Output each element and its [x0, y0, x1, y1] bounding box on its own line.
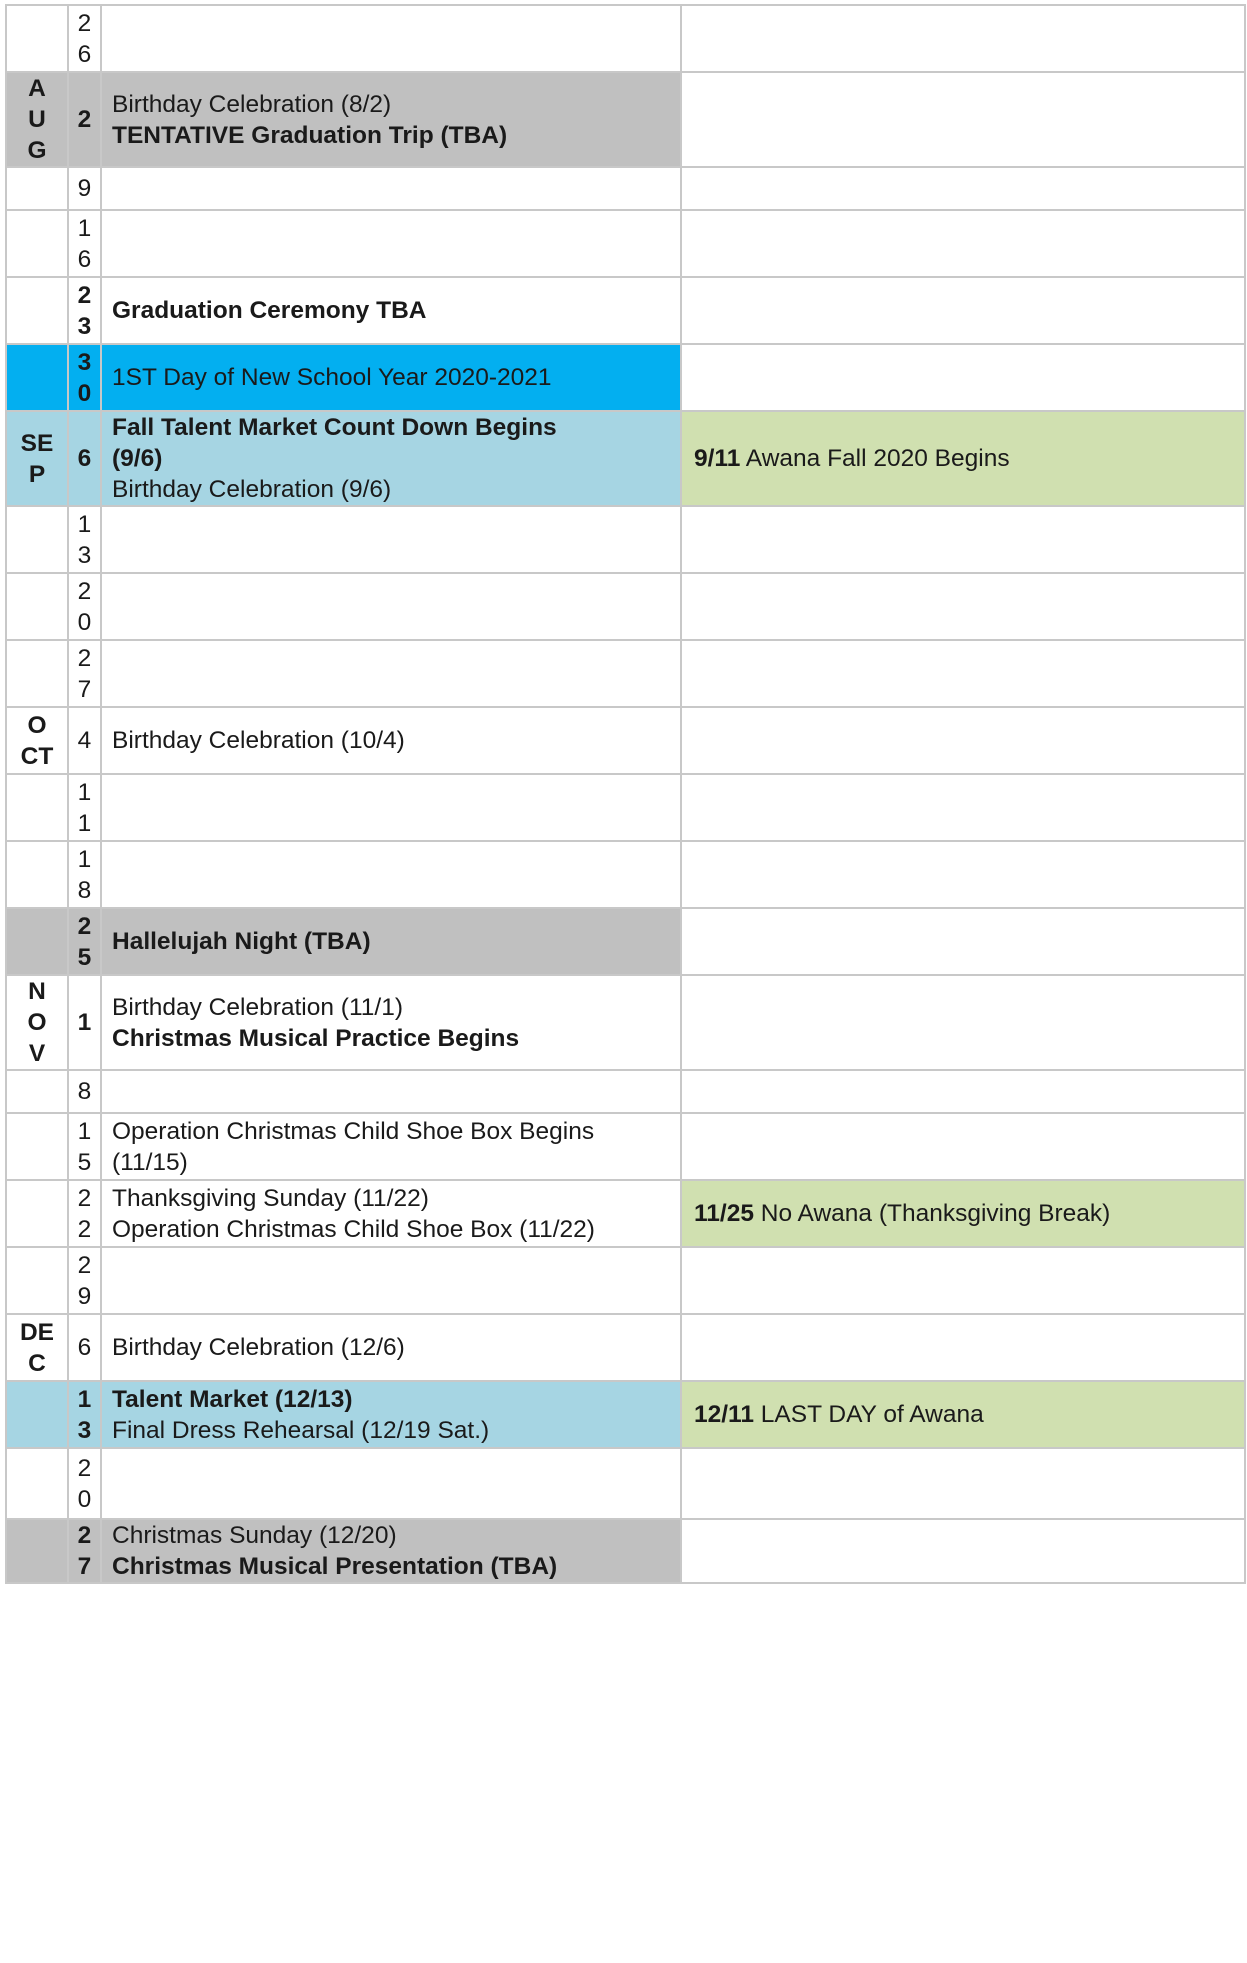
event-cell [101, 1070, 681, 1113]
day-cell [68, 1247, 101, 1314]
calendar-row [6, 1381, 1245, 1448]
awana-cell [681, 707, 1245, 774]
month-cell [6, 1070, 68, 1113]
month-cell [6, 774, 68, 841]
day-digit: 2 [77, 577, 92, 605]
month-label: C [28, 1349, 46, 1377]
month-cell [6, 1519, 68, 1583]
day-digit: 8 [77, 1078, 92, 1105]
day-cell [68, 1448, 101, 1519]
day-digit: 2 [77, 912, 92, 940]
awana-cell [681, 1314, 1245, 1381]
day-digit: 2 [77, 281, 92, 309]
day-digit: 2 [77, 1251, 92, 1279]
calendar-row [6, 411, 1245, 506]
day-cell [68, 841, 101, 908]
day-cell [68, 975, 101, 1070]
event-line: Christmas Musical Presentation (TBA) [112, 1553, 558, 1580]
day-digit: 1 [77, 845, 92, 873]
day-digit: 4 [77, 727, 92, 754]
event-line: Birthday Celebration (10/4) [112, 727, 405, 754]
event-cell [101, 640, 681, 707]
awana-cell [681, 640, 1245, 707]
day-digit: 1 [77, 809, 92, 837]
event-cell [101, 72, 681, 167]
event-cell [101, 167, 681, 210]
month-cell [6, 1180, 68, 1247]
day-cell [68, 707, 101, 774]
awana-cell [681, 277, 1245, 344]
awana-line [694, 1198, 1244, 1229]
day-cell [68, 277, 101, 344]
event-line: Thanksgiving Sunday (11/22) [112, 1184, 429, 1212]
month-cell [6, 411, 68, 506]
calendar-row [6, 1180, 1245, 1247]
day-cell [68, 1381, 101, 1448]
month-label: U [28, 106, 46, 133]
day-cell [68, 344, 101, 411]
event-line: Birthday Celebration (8/2) [112, 90, 392, 118]
event-line: Operation Christmas Child Shoe Box Begins [112, 1117, 595, 1145]
awana-cell [681, 774, 1245, 841]
day-cell [68, 1519, 101, 1583]
month-cell [6, 344, 68, 411]
awana-cell [681, 573, 1245, 640]
day-cell [68, 774, 101, 841]
awana-date: 11/25 [694, 1200, 754, 1227]
calendar-row [6, 1247, 1245, 1314]
calendar-row [6, 72, 1245, 167]
day-digit: 1 [77, 1009, 92, 1036]
event-line: Christmas Sunday (12/20) [112, 1522, 397, 1549]
awana-cell [681, 1448, 1245, 1519]
month-label: CT [20, 742, 54, 770]
awana-cell [681, 841, 1245, 908]
day-cell [68, 1113, 101, 1180]
day-cell [68, 1180, 101, 1247]
month-cell [6, 1113, 68, 1180]
day-digit: 3 [77, 1416, 92, 1444]
event-line: Graduation Ceremony TBA [112, 297, 427, 324]
event-cell [101, 975, 681, 1070]
awana-text: No Awana (Thanksgiving Break) [753, 1200, 1111, 1227]
calendar-table [5, 4, 1246, 1584]
day-digit: 5 [77, 1148, 92, 1176]
awana-line [694, 443, 1244, 474]
event-cell [101, 707, 681, 774]
calendar-row [6, 975, 1245, 1070]
calendar-row [6, 1070, 1245, 1113]
calendar-row [6, 5, 1245, 72]
event-line: Birthday Celebration (9/6) [112, 476, 392, 503]
event-cell [101, 1247, 681, 1314]
calendar-row [6, 344, 1245, 411]
month-cell [6, 5, 68, 72]
day-cell [68, 908, 101, 975]
event-line: Birthday Celebration (11/1) [112, 993, 403, 1021]
day-cell [68, 411, 101, 506]
event-line: (11/15) [112, 1148, 188, 1176]
calendar-row [6, 277, 1245, 344]
day-digit: 0 [77, 379, 92, 407]
event-cell [101, 277, 681, 344]
event-cell [101, 1113, 681, 1180]
day-cell [68, 1314, 101, 1381]
awana-text: LAST DAY of Awana [753, 1401, 984, 1428]
day-digit: 9 [77, 1282, 92, 1310]
event-cell [101, 841, 681, 908]
month-cell [6, 210, 68, 277]
event-line: TENTATIVE Graduation Trip (TBA) [112, 121, 508, 149]
day-digit: 1 [77, 214, 92, 242]
day-cell [68, 5, 101, 72]
day-digit: 6 [77, 445, 92, 472]
month-cell [6, 707, 68, 774]
event-line: 1ST Day of New School Year 2020-2021 [112, 364, 552, 391]
awana-cell [681, 5, 1245, 72]
calendar-row [6, 707, 1245, 774]
day-digit: 3 [77, 541, 92, 569]
event-cell [101, 1519, 681, 1583]
day-digit: 1 [77, 778, 92, 806]
month-label: P [28, 460, 46, 488]
awana-cell [681, 1519, 1245, 1583]
month-cell [6, 908, 68, 975]
month-label: SE [20, 429, 54, 457]
month-cell [6, 277, 68, 344]
event-line: Talent Market (12/13) [112, 1385, 353, 1413]
day-digit: 2 [77, 1522, 92, 1549]
calendar-row [6, 908, 1245, 975]
event-cell [101, 1381, 681, 1448]
awana-line [694, 1399, 1244, 1430]
awana-date: 9/11 [694, 445, 741, 472]
day-digit: 5 [77, 943, 92, 971]
day-digit: 1 [77, 1117, 92, 1145]
awana-cell [681, 1381, 1245, 1448]
awana-cell [681, 1113, 1245, 1180]
calendar-row [6, 774, 1245, 841]
month-cell [6, 506, 68, 573]
event-cell [101, 344, 681, 411]
event-cell [101, 1314, 681, 1381]
month-cell [6, 167, 68, 210]
event-line: Final Dress Rehearsal (12/19 Sat.) [112, 1416, 490, 1444]
event-cell [101, 1448, 681, 1519]
awana-cell [681, 210, 1245, 277]
day-digit: 1 [77, 510, 92, 538]
month-cell [6, 1448, 68, 1519]
event-line: Fall Talent Market Count Down Begins [112, 414, 557, 441]
calendar-body [6, 5, 1245, 1583]
event-line: Hallelujah Night (TBA) [112, 928, 371, 955]
month-label: N [28, 978, 46, 1005]
month-label: O [27, 1009, 47, 1036]
day-digit: 7 [77, 1553, 92, 1580]
day-cell [68, 72, 101, 167]
day-digit: 9 [77, 175, 92, 202]
month-label: DE [19, 1318, 55, 1346]
day-digit: 2 [77, 1215, 92, 1243]
day-cell [68, 573, 101, 640]
day-digit: 8 [77, 876, 92, 904]
day-cell [68, 506, 101, 573]
day-digit: 2 [77, 1454, 92, 1482]
day-digit: 6 [77, 1334, 92, 1361]
event-cell [101, 1180, 681, 1247]
month-cell [6, 640, 68, 707]
awana-text: Awana Fall 2020 Begins [740, 445, 1010, 472]
event-cell [101, 411, 681, 506]
awana-cell [681, 506, 1245, 573]
month-label: O [27, 711, 47, 739]
day-digit: 2 [77, 1184, 92, 1212]
awana-cell [681, 908, 1245, 975]
event-line: Operation Christmas Child Shoe Box (11/22) [112, 1215, 595, 1243]
calendar-row [6, 1314, 1245, 1381]
event-cell [101, 774, 681, 841]
calendar-row [6, 506, 1245, 573]
month-cell [6, 1314, 68, 1381]
awana-cell [681, 344, 1245, 411]
month-label: G [27, 137, 47, 164]
day-digit: 7 [77, 675, 92, 703]
calendar-row [6, 1113, 1245, 1180]
day-digit: 2 [77, 644, 92, 672]
event-line: (9/6) [112, 445, 163, 472]
day-digit: 6 [77, 40, 92, 68]
day-digit: 2 [77, 106, 92, 133]
day-cell [68, 210, 101, 277]
awana-cell [681, 167, 1245, 210]
month-cell [6, 573, 68, 640]
awana-cell [681, 1247, 1245, 1314]
event-cell [101, 5, 681, 72]
calendar-row [6, 1448, 1245, 1519]
month-cell [6, 975, 68, 1070]
event-cell [101, 506, 681, 573]
awana-cell [681, 72, 1245, 167]
calendar-row [6, 573, 1245, 640]
awana-cell [681, 411, 1245, 506]
day-digit: 0 [77, 608, 92, 636]
awana-cell [681, 1180, 1245, 1247]
day-digit: 0 [77, 1485, 92, 1513]
day-digit: 2 [77, 9, 92, 37]
month-cell [6, 841, 68, 908]
month-label: A [28, 75, 46, 102]
calendar-row [6, 1519, 1245, 1583]
event-cell [101, 908, 681, 975]
day-digit: 6 [77, 245, 92, 273]
day-digit: 3 [77, 312, 92, 340]
event-cell [101, 210, 681, 277]
event-cell [101, 573, 681, 640]
day-digit: 3 [77, 348, 92, 376]
calendar-row [6, 640, 1245, 707]
day-digit: 1 [77, 1385, 92, 1413]
day-cell [68, 1070, 101, 1113]
day-cell [68, 640, 101, 707]
event-line: Christmas Musical Practice Begins [112, 1024, 520, 1052]
month-cell [6, 1381, 68, 1448]
calendar-row [6, 167, 1245, 210]
day-cell [68, 167, 101, 210]
month-label: V [28, 1040, 46, 1067]
awana-date: 12/11 [694, 1401, 754, 1428]
awana-cell [681, 1070, 1245, 1113]
month-cell [6, 72, 68, 167]
event-line: Birthday Celebration (12/6) [112, 1334, 405, 1361]
awana-cell [681, 975, 1245, 1070]
calendar-row [6, 210, 1245, 277]
month-cell [6, 1247, 68, 1314]
calendar-row [6, 841, 1245, 908]
